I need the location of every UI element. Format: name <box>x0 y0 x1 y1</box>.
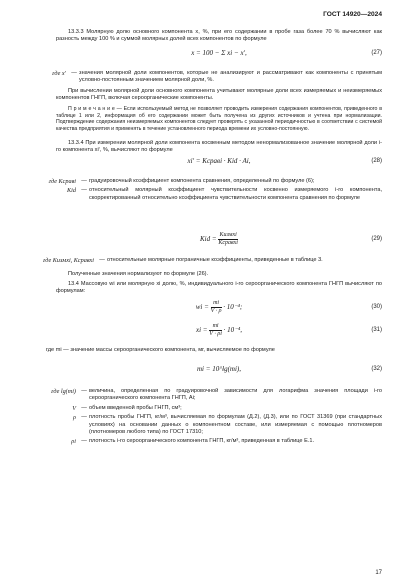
fraction-denominator: V · ρ <box>210 308 222 314</box>
mass-definition: где mi — значение массы сероорганического компонента, мг, вычисляемое по формуле <box>46 347 275 353</box>
dash: — <box>81 438 87 445</box>
dash: — <box>81 414 87 421</box>
fraction-numerator: Kизмxi <box>219 232 237 238</box>
definition-29 <box>36 257 382 264</box>
intro-paragraph: 13.3.3 Молярную долю основного компонента x, %, при его содержании в пробе газа более 70 % вычисляют как разность между 100 % и суммой молярных долей всех компонентов по формуле <box>56 29 382 43</box>
equation-29-number: (29) <box>371 236 382 242</box>
note-paragraph: П р и м е ч а н и е — Если используемый метод не позволяет проводить измерения содержания компонентов, приведенного в таблице 1 или 2, информация об его содержании может быть получена из других источников и учтена при нормализации. Подтверждение содержания неизмеряемых компонентов следует проверять с указанной периодичностью в соответствии с системой качества предприятия и применять в течение установленного периода времени их условно-постоянную. <box>56 106 382 133</box>
paragraph-13-3-4: 13.3.4 При измерении молярной доли компонента косвенным методом ненормализованное значение молярной доли i-го компонента xiʹ, %, вычисляют по формуле <box>56 140 382 154</box>
main-paragraph: При вычислении молярной доли основного компонента учитывают молярные доли всех измеряемых и неизмеряемых компонентов ГНГП, включая сероорганические компоненты. <box>56 88 382 102</box>
equation-28 <box>56 158 382 172</box>
equation-27 <box>56 50 382 64</box>
fraction-denominator: Kсравxi <box>218 240 238 246</box>
equation-31-fraction <box>209 323 222 338</box>
definition-text: относительный молярный коэффициент чувствительности косвенно измеряемого i-го компонента, скорректированный относительно коэффициента чувствительности компонента сравнения по формуле <box>89 187 382 201</box>
equation-32-formula: mi = 10^lg(mi), <box>196 365 242 373</box>
definition-symbol: где xʹ <box>52 70 66 77</box>
equation-30-formula <box>56 300 382 315</box>
definition-row <box>36 438 382 445</box>
definition-text: градуировочный коэффициент компонента сравнения, определенный по формуле (6); <box>89 178 315 184</box>
equation-31-number: (31) <box>371 327 382 333</box>
paragraph-13-4: 13.4 Массовую wi или молярную xi долю, %, индивидуального i-го сероорганического компонента ГНГП вычисляют по формулам: <box>56 281 382 295</box>
dash: — <box>81 404 87 411</box>
equation-30-lhs: wi = <box>195 303 209 312</box>
definition-row <box>36 405 382 412</box>
definition-text: значения молярной доли компонентов, которые не анализируют и рассматривают как компоненты с принятым условно-постоянным значением молярной доли, %. <box>79 70 382 84</box>
dash: — <box>99 257 105 263</box>
fraction-numerator: mi <box>209 323 222 331</box>
definition-symbol: V <box>72 404 76 412</box>
fraction-numerator: mi <box>211 300 222 308</box>
definitions-28 <box>36 178 382 202</box>
equation-31-tail: · 10⁻⁴, <box>223 326 243 335</box>
equation-30-number: (30) <box>371 304 382 310</box>
definition-27 <box>36 70 382 85</box>
equation-30 <box>56 300 382 320</box>
equation-29-fraction <box>218 232 238 247</box>
normalization-paragraph: Полученные значения нормализуют по формуле (26). <box>68 271 209 277</box>
definition-row <box>36 178 382 185</box>
definition-row <box>36 187 382 202</box>
definition-symbol: где Kсравi <box>48 178 76 185</box>
definition-row <box>36 388 382 403</box>
equation-32-number: (32) <box>371 366 382 372</box>
document-standard-header: ГОСТ 14920—2024 <box>323 11 382 18</box>
page-number: 17 <box>375 569 382 576</box>
dash: — <box>71 70 77 76</box>
equation-31 <box>56 323 382 343</box>
equation-32 <box>56 366 382 380</box>
definition-text: плотность пробы ГНГП, кг/м³, вычисляемая по формулам (Д.2), (Д.3), или по ГОСТ 31369 (при стандартных условиях) на основании данных о компонентном составе, или измеряемая с помощью плотномеров (плотномеров любого типа) по ГОСТ 17310; <box>89 414 382 436</box>
equation-30-fraction <box>211 300 222 315</box>
dash: — <box>81 187 87 194</box>
definition-text: величина, определенная по градуировочной зависимости для логарифма значения площади i-го сероорганического компонента ГНГП, Ai; <box>89 388 382 402</box>
equation-28-formula: xiʹ = Kсравi · Kid · Ai, <box>187 157 251 165</box>
equation-31-formula <box>56 323 382 338</box>
equation-31-lhs: xi = <box>195 326 208 335</box>
equation-29-lhs: Kid = <box>200 235 217 244</box>
equation-29 <box>56 230 382 250</box>
definition-symbol: Kid <box>67 187 76 195</box>
definition-row <box>36 414 382 436</box>
equation-28-number: (28) <box>371 158 382 164</box>
equation-27-number: (27) <box>371 50 382 56</box>
definition-text: плотность i-го сероорганического компонента ГНГП, кг/м³, приведенная в таблице Е.1. <box>89 438 315 445</box>
dash: — <box>81 178 87 184</box>
equation-29-formula <box>56 232 382 247</box>
definition-text: относительные молярные пограничные коэффициенты, приведенные в таблице 3. <box>107 257 323 263</box>
definition-text: объем введенной пробы ГНГП, см³; <box>89 404 182 411</box>
equation-27-formula: x = 100 − Σ xi − xʹ, <box>191 49 247 57</box>
definition-symbol: где lg(mi) <box>50 388 76 395</box>
dash: — <box>81 388 87 394</box>
fraction-denominator: V · ρi <box>209 331 222 337</box>
definition-symbol: ρi <box>71 438 76 446</box>
definitions-32 <box>36 388 382 446</box>
definition-symbol: где Kизмxi, Kсравxi <box>42 257 94 264</box>
definition-symbol: ρ <box>73 414 76 422</box>
equation-30-tail: · 10⁻⁴; <box>223 303 243 312</box>
